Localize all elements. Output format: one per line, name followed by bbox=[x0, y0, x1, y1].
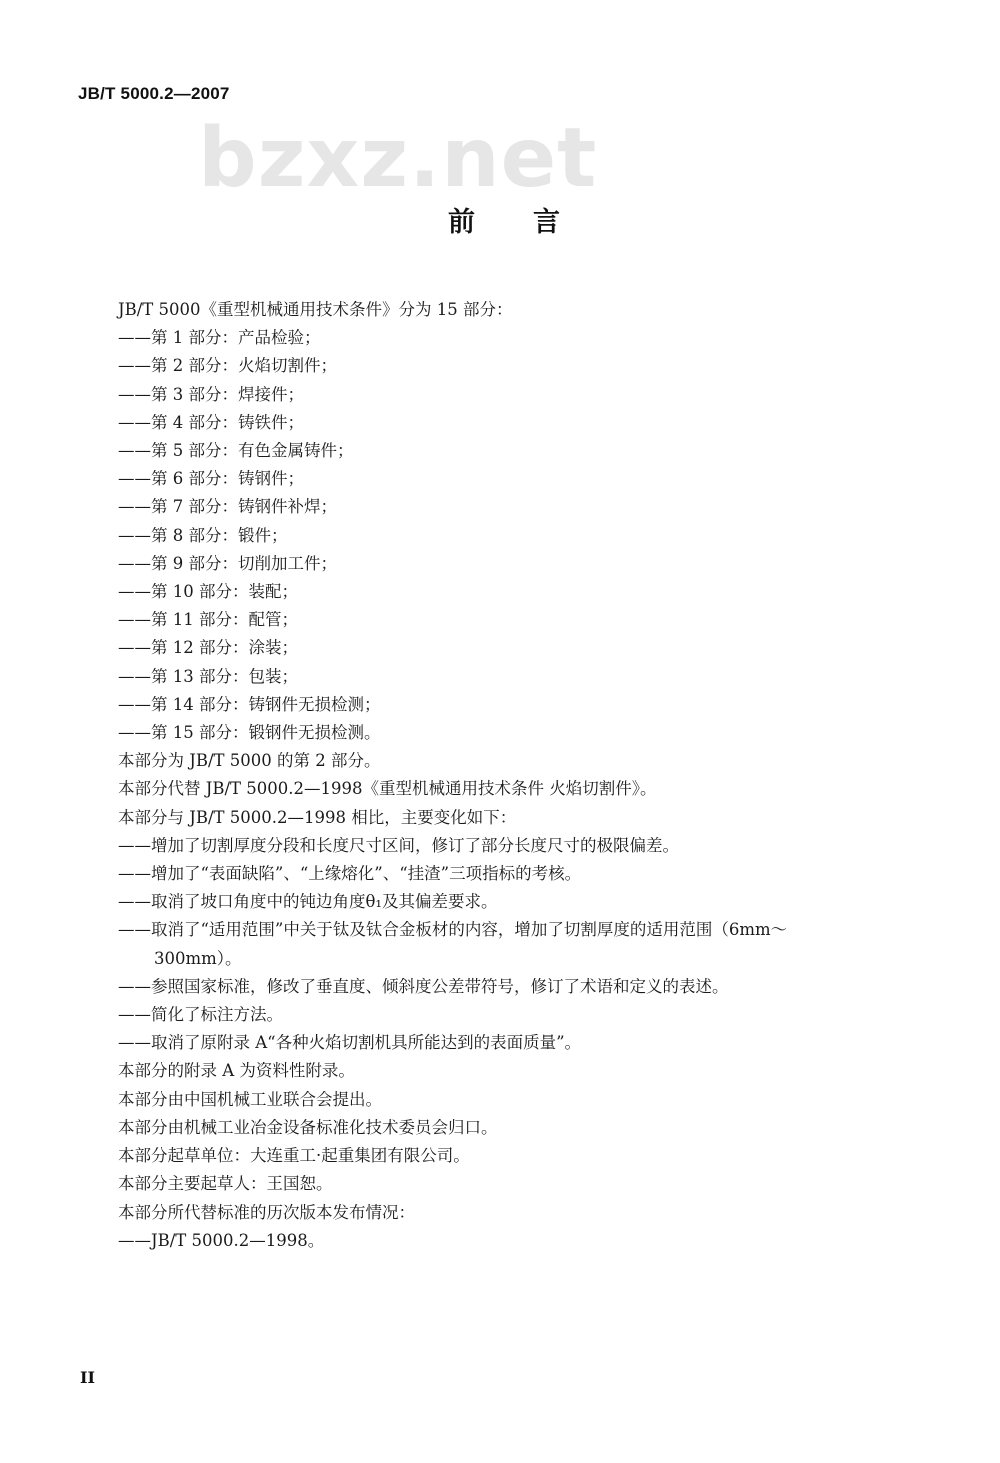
foreword-body bbox=[118, 296, 928, 1255]
list-item: ——第 14 部分：铸钢件无损检测； bbox=[118, 694, 381, 714]
page-number: II bbox=[80, 1368, 95, 1387]
paragraph-line: 本部分的附录 A 为资料性附录。 bbox=[118, 1061, 355, 1081]
paragraph-line: 本部分由机械工业冶金设备标准化技术委员会归口。 bbox=[118, 1117, 498, 1137]
watermark: bzxz.net bbox=[198, 111, 598, 206]
list-item: ——简化了标注方法。 bbox=[118, 1005, 283, 1025]
list-item: ——第 9 部分：切削加工件； bbox=[118, 553, 337, 573]
list-item: ——第 1 部分：产品检验； bbox=[118, 328, 321, 348]
list-item: ——取消了坡口角度中的钝边角度θ₁及其偏差要求。 bbox=[118, 892, 498, 912]
paragraph-line: 本部分主要起草人：王国恕。 bbox=[118, 1174, 333, 1194]
list-item: ——第 12 部分：涂装； bbox=[118, 638, 298, 658]
list-item: ——增加了“表面缺陷”、“上缘熔化”、“挂渣”三项指标的考核。 bbox=[118, 864, 582, 884]
paragraph-line: 本部分由中国机械工业联合会提出。 bbox=[118, 1089, 382, 1109]
standard-code: JB/T 5000.2—2007 bbox=[78, 84, 230, 103]
paragraph-line: 本部分代替 JB/T 5000.2—1998《重型机械通用技术条件 火焰切割件》。 bbox=[118, 779, 657, 799]
list-item: ——第 15 部分：锻钢件无损检测。 bbox=[118, 723, 381, 743]
list-item: ——第 6 部分：铸钢件； bbox=[118, 469, 304, 489]
list-item: ——增加了切割厚度分段和长度尺寸区间，修订了部分长度尺寸的极限偏差。 bbox=[118, 835, 679, 855]
list-item: ——第 4 部分：铸铁件； bbox=[118, 412, 304, 432]
list-item: ——参照国家标准，修改了垂直度、倾斜度公差带符号，修订了术语和定义的表述。 bbox=[118, 976, 729, 996]
paragraph-line: 本部分所代替标准的历次版本发布情况： bbox=[118, 1202, 415, 1222]
list-item: ——第 13 部分：包装； bbox=[118, 666, 298, 686]
paragraph-line: 本部分为 JB/T 5000 的第 2 部分。 bbox=[118, 751, 381, 771]
list-item-continuation: 300mm）。 bbox=[154, 948, 242, 968]
list-item: ——第 11 部分：配管； bbox=[118, 610, 298, 630]
list-item: ——第 5 部分：有色金属铸件； bbox=[118, 441, 354, 461]
list-item: ——第 7 部分：铸钢件补焊； bbox=[118, 497, 337, 517]
paragraph-line: 本部分起草单位：大连重工·起重集团有限公司。 bbox=[118, 1146, 470, 1166]
paragraph-line: 本部分与 JB/T 5000.2—1998 相比，主要变化如下： bbox=[118, 807, 517, 827]
list-item: ——第 8 部分：锻件； bbox=[118, 525, 288, 545]
paragraph-line: JB/T 5000《重型机械通用技术条件》分为 15 部分： bbox=[118, 300, 513, 319]
list-item: ——取消了“适用范围”中关于钛及钛合金板材的内容，增加了切割厚度的适用范围（6mm～ bbox=[118, 920, 788, 940]
list-item: ——第 2 部分：火焰切割件； bbox=[118, 356, 337, 376]
page-title: 前言 bbox=[448, 207, 618, 238]
list-item: ——第 10 部分：装配； bbox=[118, 582, 298, 602]
list-item: ——JB/T 5000.2—1998。 bbox=[118, 1230, 325, 1250]
list-item: ——第 3 部分：焊接件； bbox=[118, 384, 304, 404]
list-item: ——取消了原附录 A“各种火焰切割机具所能达到的表面质量”。 bbox=[118, 1033, 582, 1053]
